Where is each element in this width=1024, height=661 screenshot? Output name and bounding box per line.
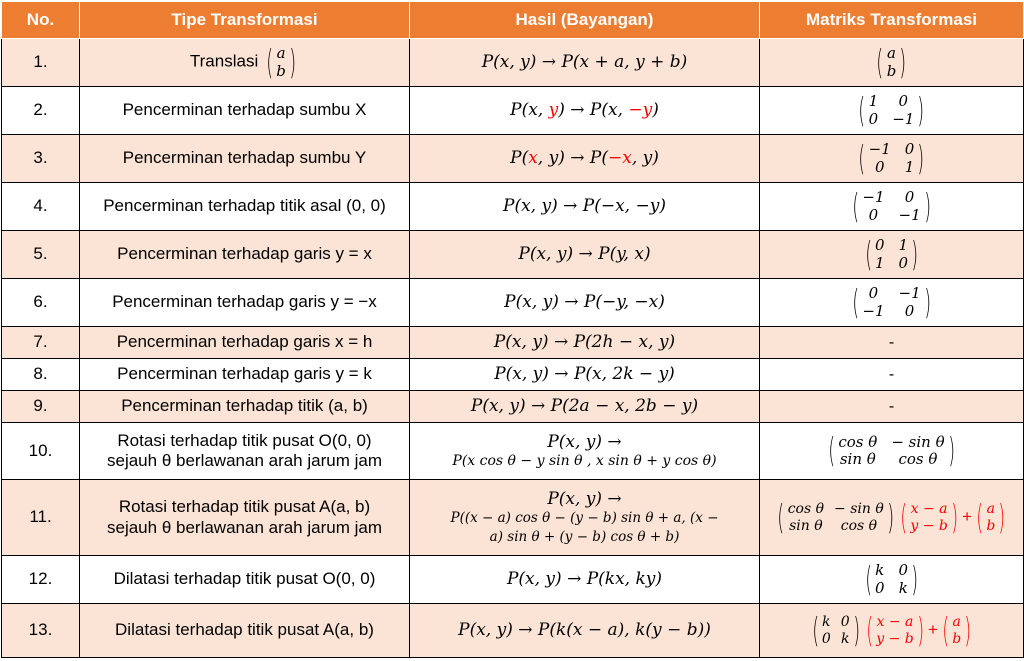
header-no: No. [2, 2, 80, 39]
transformation-table [1, 1, 1024, 658]
row-result: P(x, y) → P(−x, −y) [410, 183, 760, 231]
row-no: 4. [2, 183, 80, 231]
row-result: P(x, y) → P(−y, −x) [410, 279, 760, 327]
offset-vector: ( a b ) [942, 610, 972, 651]
row-result-line2: P(x cos θ − y sin θ , x sin θ + y cos θ) [452, 452, 717, 469]
table-row [2, 279, 1024, 327]
matrix: ( 0 1 1 0 ) [865, 234, 918, 275]
row-no: 6. [2, 279, 80, 327]
table-row [2, 183, 1024, 231]
row-matrix [760, 231, 1024, 279]
row-no: 2. [2, 87, 80, 135]
row-result-line2: P((x − a) cos θ − (y − b) sin θ + a, (x − [450, 510, 719, 527]
row-type: Dilatasi terhadap titik pusat A(a, b) [80, 604, 410, 658]
plus-sign: + [962, 506, 973, 526]
table-row [2, 556, 1024, 604]
row-matrix [760, 556, 1024, 604]
table-row [2, 391, 1024, 423]
row-matrix: - [760, 327, 1024, 359]
row-result-line3: a) sin θ + (y − b) cos θ + b) [489, 528, 680, 545]
dilation-matrix: ( k 0 0 k ) [865, 559, 918, 600]
matrix: ( −1 0 0 1 ) [858, 138, 925, 179]
row-type: Pencerminan terhadap garis y = −x [80, 279, 410, 327]
row-type [80, 423, 410, 480]
matrix: ( 1 0 0 −1 ) [858, 90, 925, 131]
row-result [410, 480, 760, 556]
shift-vector: ( x − a y − b ) [866, 610, 924, 651]
row-matrix [760, 480, 1024, 556]
table-row [2, 135, 1024, 183]
row-no: 10. [2, 423, 80, 480]
row-result: P(x, y) → P(2h − x, y) [410, 327, 760, 359]
row-result: P(x, y) → P(y, x) [410, 231, 760, 279]
row-type: Pencerminan terhadap garis y = k [80, 359, 410, 391]
row-type: Pencerminan terhadap titik asal (0, 0) [80, 183, 410, 231]
row-type: Dilatasi terhadap titik pusat O(0, 0) [80, 556, 410, 604]
matrix: ( −1 0 0 −1 ) [852, 186, 931, 227]
plus-sign: + [927, 619, 938, 639]
row-type: Pencerminan terhadap sumbu Y [80, 135, 410, 183]
header-type: Tipe Transformasi [80, 2, 410, 39]
row-no: 3. [2, 135, 80, 183]
row-type: Pencerminan terhadap titik (a, b) [80, 391, 410, 423]
row-type-line2: sejauh θ berlawanan arah jarum jam [107, 517, 382, 537]
rotation-matrix: ( cos θ − sin θ sin θ cos θ ) [777, 497, 894, 538]
row-matrix [760, 423, 1024, 480]
row-matrix: - [760, 359, 1024, 391]
row-matrix [760, 87, 1024, 135]
row-no: 13. [2, 604, 80, 658]
row-result: P(x, y) → P(x, −y) [410, 87, 760, 135]
row-type [80, 480, 410, 556]
row-matrix [760, 39, 1024, 87]
row-type: Pencerminan terhadap garis x = h [80, 327, 410, 359]
row-matrix: - [760, 391, 1024, 423]
row-matrix [760, 604, 1024, 658]
dilation-matrix: ( k 0 0 k ) [811, 610, 860, 651]
header-result: Hasil (Bayangan) [410, 2, 760, 39]
row-result: P(x, y) → P(kx, ky) [410, 556, 760, 604]
table-header-row [2, 2, 1024, 39]
row-result: P(x, y) → P(−x, y) [410, 135, 760, 183]
matrix: ( a b ) [876, 42, 907, 83]
row-no: 12. [2, 556, 80, 604]
shift-vector: ( x − a y − b ) [900, 497, 958, 538]
row-matrix [760, 183, 1024, 231]
row-type-line1: Rotasi terhadap titik pusat O(0, 0) [117, 430, 372, 450]
row-type-label: Translasi [189, 51, 259, 71]
row-type: Pencerminan terhadap garis y = x [80, 231, 410, 279]
table-row [2, 604, 1024, 658]
row-no: 11. [2, 480, 80, 556]
table-row [2, 231, 1024, 279]
row-result [410, 423, 760, 480]
table-row [2, 87, 1024, 135]
translation-vector: ( a b ) [266, 42, 296, 83]
offset-vector: ( a b ) [976, 497, 1006, 538]
row-type [80, 39, 410, 87]
row-result: P(x, y) → P(k(x − a), k(y − b)) [410, 604, 760, 658]
table-row [2, 480, 1024, 556]
row-no: 7. [2, 327, 80, 359]
row-type-line2: sejauh θ berlawanan arah jarum jam [107, 451, 382, 470]
row-result: P(x, y) → P(x + a, y + b) [410, 39, 760, 87]
row-result: P(x, y) → P(2a − x, 2b − y) [410, 391, 760, 423]
row-matrix [760, 279, 1024, 327]
row-result-line1: P(x, y) → [547, 432, 622, 453]
row-type-line1: Rotasi terhadap titik pusat A(a, b) [118, 497, 371, 517]
rotation-matrix: ( cos θ − sin θ sin θ cos θ ) [828, 431, 955, 471]
table-row [2, 359, 1024, 391]
table-row [2, 423, 1024, 480]
row-type: Pencerminan terhadap sumbu X [80, 87, 410, 135]
row-result: P(x, y) → P(x, 2k − y) [410, 359, 760, 391]
row-no: 5. [2, 231, 80, 279]
header-matrix: Matriks Transformasi [760, 2, 1024, 39]
table-row [2, 327, 1024, 359]
row-result-line1: P(x, y) → [547, 489, 622, 510]
row-no: 1. [2, 39, 80, 87]
matrix: ( 0 −1 −1 0 ) [852, 282, 931, 323]
row-no: 8. [2, 359, 80, 391]
row-matrix [760, 135, 1024, 183]
row-no: 9. [2, 391, 80, 423]
table-row [2, 39, 1024, 87]
